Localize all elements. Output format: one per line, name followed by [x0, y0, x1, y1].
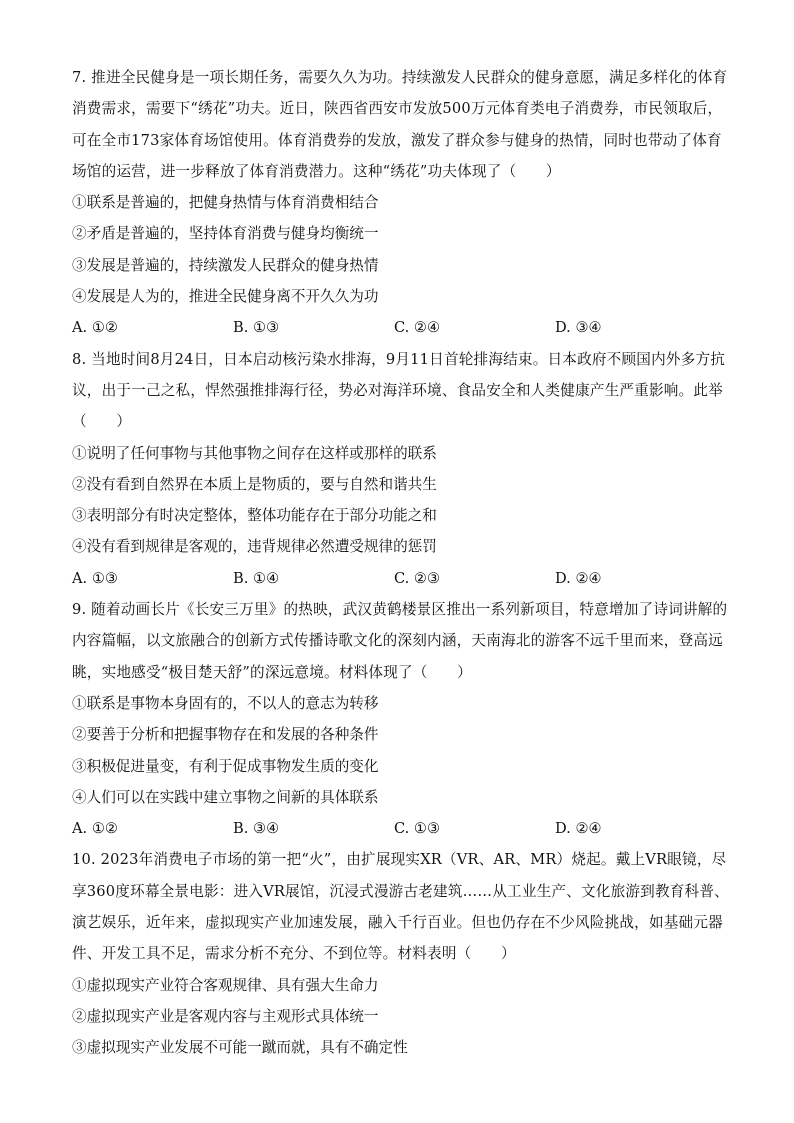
- question-10: [72, 844, 732, 1063]
- answer-choices: [72, 813, 732, 844]
- statement-option: ③积极促进量变，有利于促成事物发生质的变化: [72, 757, 379, 775]
- statement-option: ②矛盾是普遍的，坚持体育消费与健身均衡统一: [72, 225, 379, 243]
- answer-choices: [72, 563, 732, 594]
- statement-option: ①联系是普遍的，把健身热情与体育消费相结合: [72, 194, 379, 212]
- choice-d: D. ③④: [555, 319, 602, 337]
- question-stem: 10. 2023年消费电子市场的第一把“火”，由扩展现实XR（VR、AR、MR）烧起。戴上VR眼镜，尽享360度环幕全景电影：进入VR展馆，沉浸式漫游古老建筑……从工业生产、文化旅游到教育科普、演艺娱乐，近年来，虚拟现实产业加速发展，融入千行百业。但也仍存在不少风险挑战，如基础元器件、开发工具不足，需求分析不充分、不到位等。材料表明（ ）: [72, 851, 729, 963]
- choice-a: A. ①②: [72, 319, 118, 337]
- choice-b: B. ①③: [233, 319, 280, 337]
- choice-d: D. ②④: [555, 820, 602, 838]
- answer-choices: [72, 312, 732, 343]
- statement-option: ①说明了任何事物与其他事物之间存在这样或那样的联系: [72, 444, 437, 462]
- question-8: [72, 344, 732, 594]
- choice-a: A. ①③: [72, 569, 118, 587]
- question-stem: 7. 推进全民健身是一项长期任务，需要久久为功。持续激发人民群众的健身意愿，满足多样化的体育消费需求，需要下“绣花”功夫。近日，陕西省西安市发放500万元体育类电子消费券，市民领取后，可在全市173家体育场馆使用。体育消费券的发放，激发了群众参与健身的热情，同时也带动了体育场馆的运营，进一步释放了体育消费潜力。这种“绣花”功夫体现了（ ）: [72, 69, 728, 180]
- statement-option: ②要善于分析和把握事物存在和发展的各种条件: [72, 726, 379, 744]
- choice-c: C. ①③: [394, 820, 441, 838]
- question-7: [72, 62, 732, 344]
- choice-c: C. ②③: [394, 569, 441, 587]
- question-stem: 9. 随着动画长片《长安三万里》的热映，武汉黄鹤楼景区推出一系列新项目，特意增加了诗词讲解的内容篇幅，以文旅融合的创新方式传播诗歌文化的深刻内涵，天南海北的游客不远千里而来，登高远眺，实地感受“极目楚天舒”的深远意境。材料体现了（ ）: [72, 601, 728, 681]
- statement-option: ①虚拟现实产业符合客观规律、具有强大生命力: [72, 976, 379, 994]
- choice-d: D. ②④: [555, 569, 602, 587]
- statement-option: ②没有看到自然界在本质上是物质的，要与自然和谐共生: [72, 475, 437, 493]
- question-stem: 8. 当地时间8月24日，日本启动核污染水排海，9月11日首轮排海结束。日本政府不顾国内外多方抗议，出于一己之私，悍然强推排海行径，势必对海洋环境、食品安全和人类健康产生严重影响。此举（ ）: [72, 350, 726, 431]
- statement-option: ④发展是人为的，推进全民健身离不开久久为功: [72, 288, 379, 306]
- statement-option: ①联系是事物本身固有的，不以人的意志为转移: [72, 694, 379, 712]
- statement-option: ②虚拟现实产业是客观内容与主观形式具体统一: [72, 1007, 379, 1025]
- exam-page: [72, 62, 732, 1064]
- statement-option: ③表明部分有时决定整体，整体功能存在于部分功能之和: [72, 507, 437, 525]
- choice-a: A. ①②: [72, 820, 118, 838]
- choice-b: B. ③④: [233, 820, 280, 838]
- question-9: [72, 594, 732, 844]
- choice-c: C. ②④: [394, 319, 441, 337]
- statement-option: ③虚拟现实产业发展不可能一蹴而就，具有不确定性: [72, 1039, 408, 1057]
- statement-option: ④人们可以在实践中建立事物之间新的具体联系: [72, 788, 379, 806]
- choice-b: B. ①④: [233, 569, 280, 587]
- statement-option: ④没有看到规律是客观的，违背规律必然遭受规律的惩罚: [72, 538, 437, 556]
- statement-option: ③发展是普遍的，持续激发人民群众的健身热情: [72, 256, 379, 274]
